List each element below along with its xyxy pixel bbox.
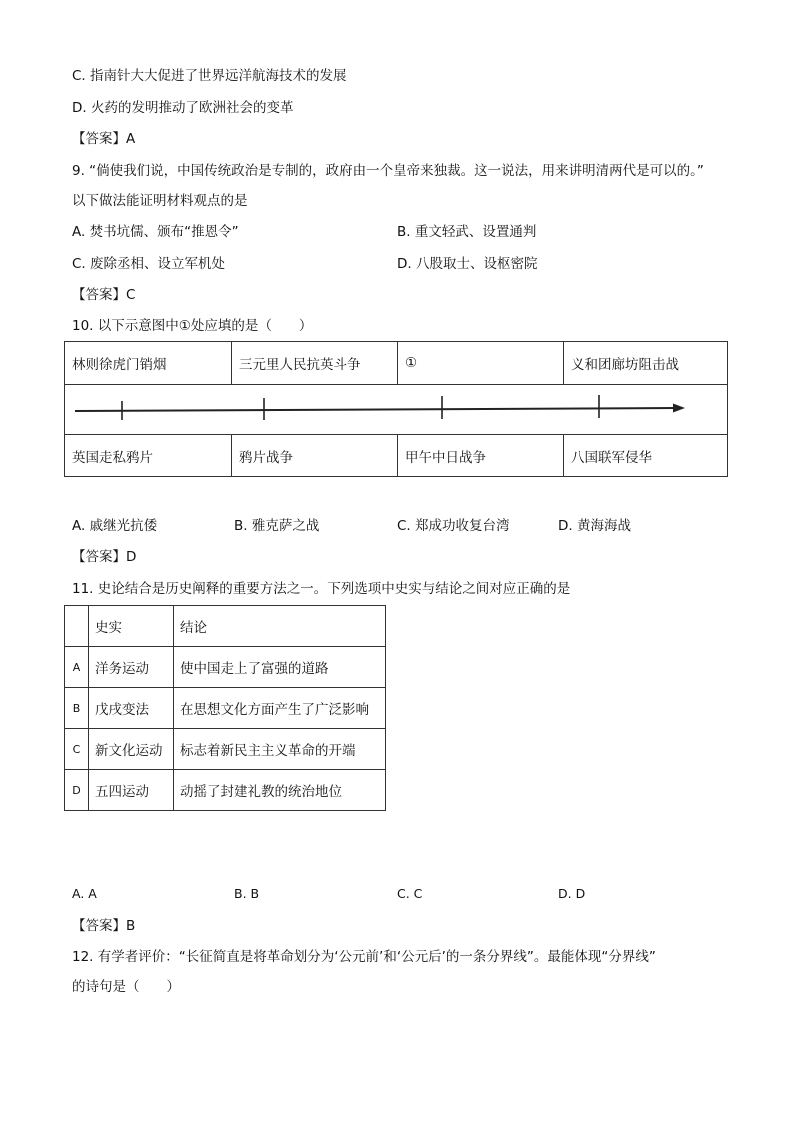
timeline-axis-line [75,408,677,411]
q9-answer [72,286,135,304]
answer-value: A [126,131,136,147]
q11-stem: 11. 史论结合是历史阐释的重要方法之一。下列选项中史实与结论之间对应正确的是 [72,581,571,597]
q11-option-a: A. A [72,886,97,901]
timeline-event-label: 义和团廊坊阻击战 [571,357,679,373]
answer-value: B [126,918,136,934]
table-row [65,729,386,770]
answer-tag: 【答案】 [72,918,126,934]
timeline-background-label: 八国联军侵华 [571,449,652,466]
history-table [64,605,386,811]
table-cell-letter: D [65,770,89,811]
table-cell-fact: 新文化运动 [89,729,174,770]
q11-answer [72,917,135,935]
table-header-cell: 史实 [89,606,174,647]
timeline-background-label: 鸦片战争 [239,449,293,466]
q10-option-a: A. 戚继光抗倭 [72,518,158,534]
q9-option-b: B. 重文轻武、设置通判 [397,224,537,240]
q9-option-c: C. 废除丞相、设立军机处 [72,256,226,272]
timeline-event-cell [65,342,231,384]
table-cell-conclusion: 在思想文化方面产生了广泛影响 [174,688,386,729]
table-header-cell: 结论 [174,606,386,647]
q9-option-a: A. 焚书坑儒、颁布“推恩令” [72,224,239,240]
timeline-event-label: 林则徐虎门销烟 [72,357,167,373]
answer-tag: 【答案】 [72,549,126,565]
answer-value: D [126,549,137,565]
table-row [65,688,386,729]
q9-stem-line1: 9. “倘使我们说，中国传统政治是专制的，政府由一个皇帝来独裁。这一说法，用来讲明清两代是可以的。” [72,163,704,179]
table-header-row [65,606,386,647]
table-cell-fact: 洋务运动 [89,647,174,688]
timeline-background-label: 英国走私鸦片 [72,449,153,466]
table-cell-fact: 戊戌变法 [89,688,174,729]
q8-option-d: D. 火药的发明推动了欧洲社会的变革 [72,100,294,116]
timeline-blank-cell [397,342,563,384]
timeline-background-cell [65,435,231,476]
table-cell-fact: 五四运动 [89,770,174,811]
timeline-background-cell [231,435,397,476]
q12-stem-line2: 的诗句是（ ） [72,979,180,995]
q10-answer [72,548,136,566]
answer-tag: 【答案】 [72,287,126,303]
q10-option-d: D. 黄海海战 [558,518,631,534]
q11-option-b: B. B [234,886,260,901]
q10-option-b: B. 雅克萨之战 [234,518,320,534]
table-row [65,647,386,688]
table-cell-conclusion: 动摇了封建礼教的统治地位 [174,770,386,811]
q11-option-d: D. D [558,886,586,901]
timeline-bottom-row [65,435,727,476]
timeline-axis-row [65,384,727,435]
table-cell-letter: A [65,647,89,688]
timeline-top-row [65,342,727,385]
q11-option-c: C. C [397,886,423,901]
q8-answer [72,130,135,148]
table-header-cell [65,606,89,647]
table-cell-letter: B [65,688,89,729]
table-cell-conclusion: 使中国走上了富强的道路 [174,647,386,688]
table-cell-conclusion: 标志着新民主主义革命的开端 [174,729,386,770]
q10-stem: 10. 以下示意图中①处应填的是（ ） [72,318,313,334]
timeline-arrow-icon [673,404,685,413]
timeline-event-label: 三元里人民抗英斗争 [239,357,361,373]
table-row [65,770,386,811]
q12-stem-line1: 12. 有学者评价：“长征简直是将革命划分为‘公元前’和‘公元后’的一条分界线”。最能体现“分界线” [72,949,656,965]
q9-option-d: D. 八股取士、设枢密院 [397,256,538,272]
answer-value: C [126,287,136,303]
timeline-background-cell [563,435,729,476]
timeline-blank-marker: ① [405,355,418,371]
timeline-event-cell [563,342,729,384]
timeline-axis [65,384,727,434]
q9-stem-line2: 以下做法能证明材料观点的是 [72,193,248,209]
q8-option-c: C. 指南针大大促进了世界远洋航海技术的发展 [72,68,347,84]
timeline-background-cell [397,435,563,476]
timeline-background-label: 甲午中日战争 [405,449,486,466]
timeline-event-cell [231,342,397,384]
table-cell-letter: C [65,729,89,770]
q10-option-c: C. 郑成功收复台湾 [397,518,510,534]
answer-tag: 【答案】 [72,131,126,147]
timeline-diagram [64,341,728,477]
